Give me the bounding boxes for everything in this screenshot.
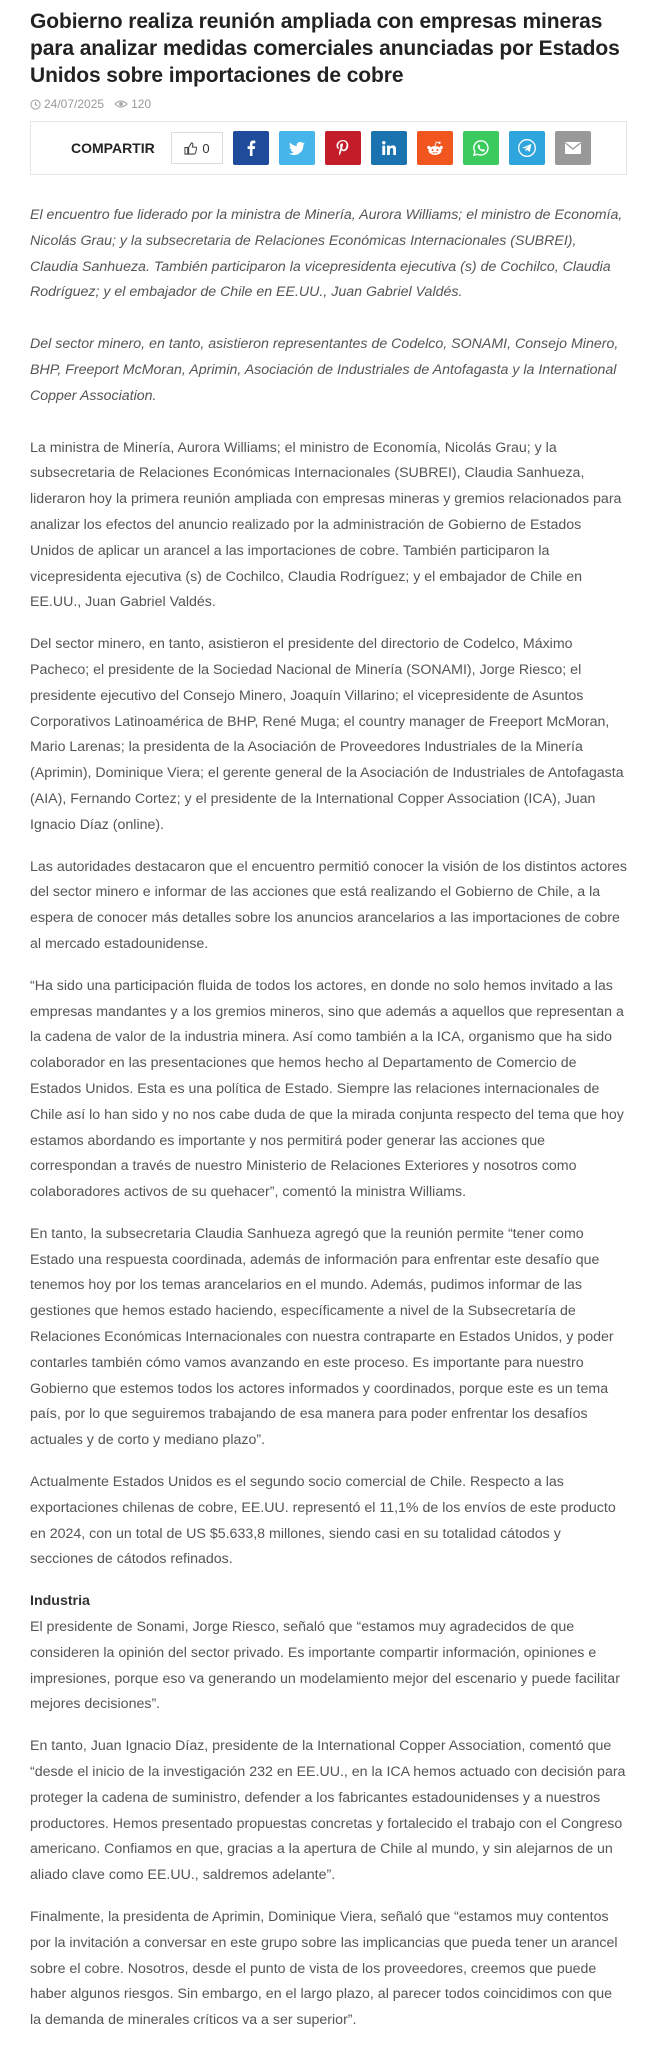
body-paragraph-8: En tanto, Juan Ignacio Díaz, presidente de la International Copper Association, comentó que “desde el inicio de la investigación 232 en EE.UU., en la ICA hemos actuado con decisión para proteger la cadena de suministro, defender a los fabricantes estadounidenses y a nuestros productores. Hemos presentado propuestas concretas y fortalecido el trabajo con el Congreso americano. Confiamos en que, gracias a la apertura de Chile al mundo, y sin alejarnos de un aliado clave como EE.UU., saldremos adelante”. [30,1738,626,1884]
pinterest-icon [336,140,350,156]
reddit-icon [426,141,444,156]
envelope-icon [565,142,581,154]
body-paragraph-7: El presidente de Sonami, Jorge Riesco, señaló que “estamos muy agradecidos de que consideren la opinión del sector privado. Es importante compartir información, opiniones e impresiones, porque eso va generando un modelamiento mejor del escenario y puede facilitar mejores decisiones”. [30,1619,620,1713]
email-share-button[interactable] [555,131,591,165]
share-bar [30,121,627,175]
body-paragraph-3: Las autoridades destacaron que el encuentro permitió conocer la visión de los distintos actores del sector minero e informar de las acciones que está realizando el Gobierno de Chile, a la espera de conocer más detalles sobre los anuncios arancelarios a las importaciones de cobre al mercado estadounidense. [30,858,628,952]
eye-icon [114,99,128,109]
facebook-share-button[interactable] [233,131,269,165]
linkedin-share-button[interactable] [371,131,407,165]
twitter-icon [289,142,305,155]
body-paragraph-2: Del sector minero, en tanto, asistieron el presidente del directorio de Codelco, Máximo Pacheco; el presidente de la Sociedad Nacional de Minería (SONAMI), Jorge Riesco; el presidente ejecutivo del Consejo Minero, Joaquín Villarino; el vicepresidente de Asuntos Corporativos Latinoamérica de BHP, René Muga; el country manager de Freeport McMoran, Mario Larenas; la presidenta de la Asociación de Proveedores Industriales de la Minería (Aprimin), Dominique Viera; el gerente general de la Asociación de Industriales de Antofagasta (AIA), Fernando Cortez; y el presidente de la International Copper Association (ICA), Juan Ignacio Díaz (online). [30,636,624,833]
views-meta [114,97,151,111]
article-title: Gobierno realiza reunión ampliada con empresas mineras para analizar medidas comerciales anunciadas por Estados Unidos sobre importaciones de cobre [30,10,620,87]
date-meta [30,97,104,111]
body-paragraph-1: La ministra de Minería, Aurora Williams; el ministro de Economía, Nicolás Grau; y la subsecretaria de Relaciones Económicas Internacionales (SUBREI), Claudia Sanhueza, lideraron hoy la primera reunión ampliada con empresas mineras y gremios relacionados para analizar los efectos del anuncio realizado por la administración de Gobierno de Estados Unidos de aplicar un arancel a las importaciones de cobre. También participaron la vicepresidenta ejecutiva (s) de Cochilco, Claudia Rodríguez; y el embajador de Chile en EE.UU., Juan Gabriel Valdés. [30,439,622,611]
whatsapp-share-button[interactable] [463,131,499,165]
body-paragraph-4: “Ha sido una participación fluida de todos los actores, en donde no solo hemos invitado a las empresas mandantes y a los gremios mineros, sino que además a aquellos que representan a la cadena de valor de la industria minera. Así como también a la ICA, organismo que ha sido colaborador en las presentaciones que hemos hecho al Departamento de Comercio de Estados Unidos. Esta es una política de Estado. Siempre las relaciones internacionales de Chile así lo han sido y no nos cabe duda de que la mirada conjunta respecto del tema que hoy estamos abordando es importante y nos permitirá poder generar las acciones que correspondan a través de nuestro Ministerio de Relaciones Exteriores y nosotros como colaboradores activos de su quehacer”, comentó la ministra Williams. [30,977,624,1201]
telegram-share-button[interactable] [509,131,545,165]
linkedin-icon [382,141,396,155]
body-paragraph-5: En tanto, la subsecretaria Claudia Sanhueza agregó que la reunión permite “tener como Estado una respuesta coordinada, además de información para enfrentar este desafío que tenemos hoy por los temas arancelarios en el mundo. Además, pudimos informar de las gestiones que hemos estado haciendo, específicamente a nivel de la Subsecretaría de Relaciones Económicas Internacionales con nuestra contraparte en Estados Unidos, y poder contarles también cómo vamos avanzando en este proceso. Es importante para nuestro Gobierno que estemos todos los actores informados y coordinados, porque este es un tema país, por lo que seguiremos trabajando de esa manera para poder enfrentar los desafíos actuales y de corto y mediano plazo”. [30,1225,614,1449]
share-label: COMPARTIR [71,140,155,156]
article-meta [30,97,627,111]
body-paragraph-9: Finalmente, la presidenta de Aprimin, Dominique Viera, señaló que “estamos muy contentos por la invitación a conversar en este grupo sobre las implicancias que pueda tener un arancel sobre el cobre. Nosotros, desde el punto de vista de los proveedores, creemos que puede haber algunos riesgos. Sin embargo, en el largo plazo, al parecer todos coincidimos con que la demanda de minerales críticos va a ser superior”. [30,1909,618,2029]
pinterest-share-button[interactable] [325,131,361,165]
lead-paragraph-2: Del sector minero, en tanto, asistieron representantes de Codelco, SONAMI, Consejo Minero, BHP, Freeport McMoran, Aprimin, Asociación de Industriales de Antofagasta y la International Copper Association. [30,336,619,404]
like-button[interactable] [171,132,223,164]
reddit-share-button[interactable] [417,131,453,165]
body-paragraph-6: Actualmente Estados Unidos es el segundo socio comercial de Chile. Respecto a las exportaciones chilenas de cobre, EE.UU. representó el 11,1% de los envíos de este producto en 2024, con un total de US $5.633,8 millones, siendo casi en su totalidad cátodos y secciones de cátodos refinados. [30,1474,616,1568]
telegram-icon [518,139,536,157]
industria-section [30,1589,627,1718]
view-count: 120 [131,97,152,111]
lead-paragraph-1: El encuentro fue liderado por la ministra de Minería, Aurora Williams; el ministro de Economía, Nicolás Grau; y la subsecretaria de Relaciones Económicas Internacionales (SUBREI), Claudia Sanhueza. También participaron la vicepresidenta ejecutiva (s) de Cochilco, Claudia Rodríguez; y el embajador de Chile en EE.UU., Juan Gabriel Valdés. [30,207,623,301]
thumbs-up-icon [184,142,197,155]
section-heading-industria: Industria [30,1593,90,1610]
facebook-icon [246,140,256,156]
like-count: 0 [202,140,210,156]
twitter-share-button[interactable] [279,131,315,165]
clock-icon [30,99,41,110]
whatsapp-icon [473,140,489,156]
publish-date: 24/07/2025 [44,97,105,111]
